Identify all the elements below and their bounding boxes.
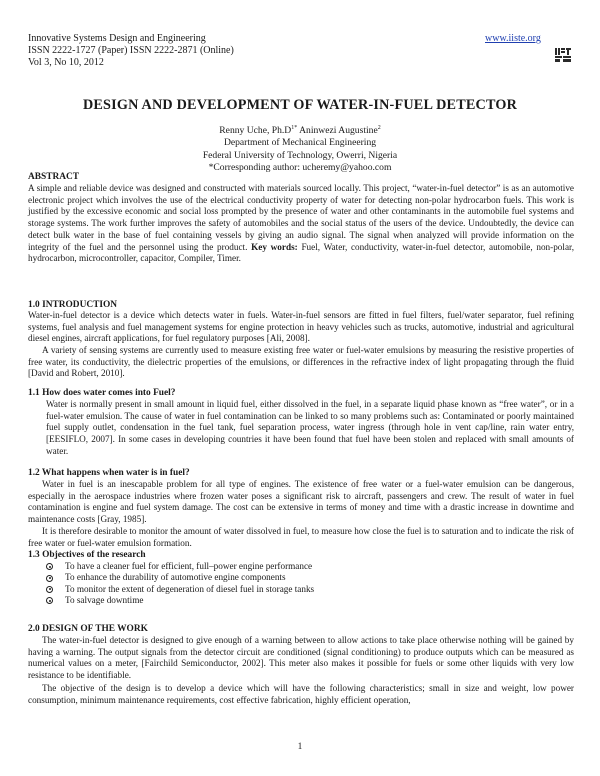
intro-heading: 1.0 INTRODUCTION: [28, 300, 118, 310]
section-2-0-heading: 2.0 DESIGN OF THE WORK: [28, 624, 148, 634]
author-1-sup: 1*: [291, 125, 298, 131]
paper-title: DESIGN AND DEVELOPMENT OF WATER-IN-FUEL DETECTOR: [82, 97, 518, 113]
section-1-2-paragraph-1: Water in fuel is an inescapable problem for all type of engines. The existence of free water or a fuel-water emulsion can be dangerous, especially in the aerospace industries where frozen water poses a significant risk to aircraft, passengers and crew. The result of water in fuel contamination is engine and fuel system damage. The cost can be extensive in terms of money and time with a drastic increase in downtime and maintenance costs [Gray, 1985].: [28, 479, 574, 525]
journal-name: Innovative Systems Design and Engineering: [28, 33, 206, 44]
intro-paragraph-2: A variety of sensing systems are currently used to measure existing free water or fuel-water emulsions by measuring the resistive properties of free water, its conductivity, the dielectric properties of the emulsions, or differences in the refractive index of light propagating through the fluid [David and Robert, 2010].: [28, 345, 574, 379]
list-item: To monitor the extent of degeneration of diesel fuel in storage tanks: [46, 584, 314, 595]
iiste-logo-icon: [554, 47, 572, 63]
corresponding-author: *Corresponding author: ucheremy@yahoo.com: [208, 161, 392, 173]
section-1-2-heading: 1.2 What happens when water is in fuel?: [28, 468, 190, 478]
issn-line: ISSN 2222-1727 (Paper) ISSN 2222-2871 (Online): [28, 45, 234, 56]
page-number: 1: [297, 742, 303, 752]
abstract-body: A simple and reliable device was designed and constructed with materials sourced locally. This project, “water-in-fuel detector” is as an automotive electronic project which involves the use of the electrical conductivity property of water for detecting non-polar hydrocarbon fuels. This work is justified by the excessive economic and social loss prompted by the presence of water and other contaminants in the automobile fuel systems and storage systems. The work further improves the safety of automobiles and the social status of the users of the device. Undoubtedly, the device can detect bulk water in the base of fuel containing vessels by giving an audio signal. The signal when analyzed will provide information on the integrity of the fuel and the personnel using the product.: [28, 183, 574, 252]
list-item: To have a cleaner fuel for efficient, full–power engine performance: [46, 561, 314, 572]
bullet-icon: [46, 575, 53, 582]
list-item: To salvage downtime: [46, 595, 314, 606]
section-1-3-heading: 1.3 Objectives of the research: [28, 550, 146, 560]
iiste-logo: [554, 47, 572, 68]
section-2-0-paragraph-2: The objective of the design is to develop a device which will have the following characteristics; small in size and weight, low power consumption, minimum maintenance requirements, cost effective fabrication, highly efficient operation,: [28, 683, 574, 705]
keywords-label: Key words:: [251, 241, 298, 252]
section-1-1-heading: 1.1 How does water comes into Fuel?: [28, 388, 176, 398]
department: Department of Mechanical Engineering: [223, 137, 377, 149]
section-1-2-paragraph-2: It is therefore desirable to monitor the amount of water dissolved in fuel, to measure how close the fuel is to saturation and to indicate the risk of free water or fuel-water emulsion formation.: [28, 526, 574, 548]
university: Federal University of Technology, Owerri, Nigeria: [202, 149, 398, 161]
keywords-list: Fuel, Water, conductivity, water-in-fuel detector, automobile, non-polar, hydrocarbon, microcontroller, capacitor, Compiler, Timer.: [28, 241, 575, 264]
abstract-text: [28, 183, 574, 265]
abstract-heading: ABSTRACT: [28, 172, 80, 182]
bullet-icon: [46, 586, 53, 593]
author-1: Renny Uche, Ph.D: [219, 125, 292, 137]
intro-paragraph-1: Water-in-fuel detector is a device which detects water in fuels. Water-in-fuel sensors are fitted in fuel filters, fuel/water separator, fuel refining systems, fuel analysis and fuel management systems for engine protection in heavy vehicles such as trucks, automotive, industrial and agricultural diesel engines, aircraft applications, for fuel regulatory purposes [Ali, 2008].: [28, 310, 574, 344]
volume-line: Vol 3, No 10, 2012: [28, 57, 104, 68]
journal-header: [28, 33, 234, 69]
author-2: Aninwezi Augustine: [297, 125, 378, 137]
author-line: [0, 122, 600, 137]
bullet-icon: [46, 563, 53, 570]
list-item: To enhance the durability of automotive engine components: [46, 572, 314, 583]
journal-url-link[interactable]: www.iiste.org: [485, 33, 541, 44]
author-2-sup: 2: [377, 125, 381, 131]
section-2-0-paragraph-1: The water-in-fuel detector is designed to give enough of a warning between to allow actions to take place otherwise nothing will be gained by having a warning. The output signals from the detector circuit are conditioned (signal conditioning) to produce outputs which can be measured as numerical values on a meter, [Fairchild Semiconductor, 2002]. This meter also makes it possible for fuels or some other liquids with very low resistance to be identifiable.: [28, 635, 574, 681]
section-1-1-text: Water is normally present in small amount in liquid fuel, either dissolved in the fuel, in a separate liquid phase known as “free water”, or in a fuel-water emulsion. The cause of water in fuel contamination can be linked to so many problems such as: Contaminated or poorly maintained fuel supply outlet, condensation in the fuel tank, fuel separation process, water ingress (through hole in vent cap/line, rain water entry, [EESIFLO, 2007]. In some cases in developing countries it have been found that fuel have been stolen and replaced with small amounts of water.: [46, 399, 574, 456]
objectives-list: [46, 561, 314, 607]
author-block: [0, 122, 600, 174]
bullet-icon: [46, 597, 53, 604]
